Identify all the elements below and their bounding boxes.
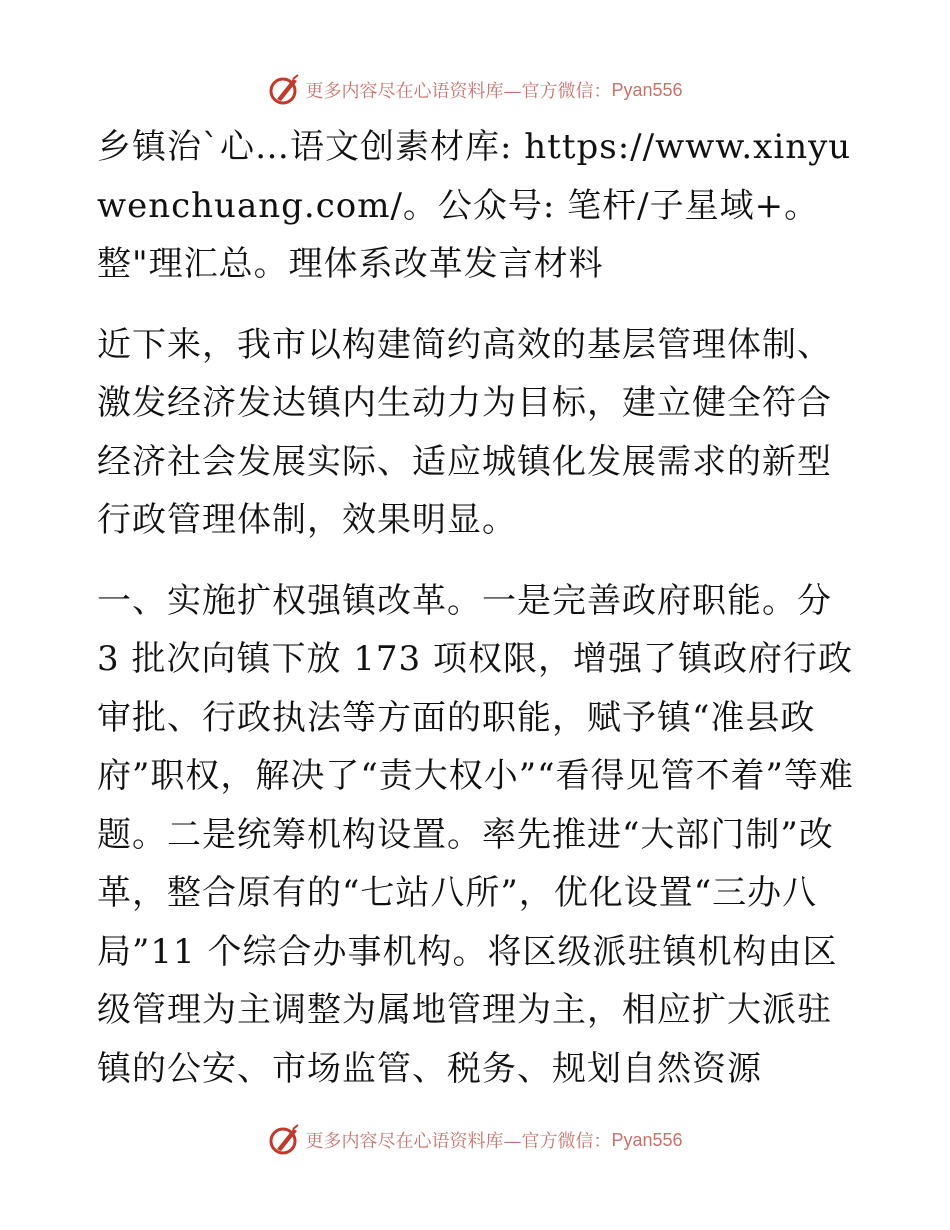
paragraph-title: 乡镇治`心…语文创素材库: https://www.xinyuwenchuang.com/。公众号: 笔杆/子星域+。整"理汇总。理体系改革发言材料	[97, 127, 852, 284]
header-banner-text: 更多内容尽在心语资料库—官方微信：	[305, 81, 612, 102]
footer-banner	[0, 1122, 950, 1158]
footer-wechat-id: Pyan556	[611, 1129, 683, 1150]
header-wechat-id: Pyan556	[611, 79, 683, 100]
document-body	[97, 118, 857, 1098]
footer-banner-text: 更多内容尽在心语资料库—官方微信：	[305, 1131, 612, 1152]
header-banner	[0, 72, 950, 108]
paragraph-intro: 近下来，我市以构建简约高效的基层管理体制、激发经济发达镇内生动力为目标，建立健全符合经济社会发展实际、适应城镇化发展需求的新型行政管理体制，效果明显。	[97, 324, 832, 540]
paragraph-section-one: 一、实施扩权强镇改革。一是完善政府职能。分 3 批次向镇下放 173 项权限，增强了镇政府行政审批、行政执法等方面的职能，赋予镇“准县政府”职权，解决了“责大权小”“看得见管不着”等难题。二是统筹机构设置。率先推进“大部门制”改革，整合原有的“七站八所”，优化设置“三办八局”11 个综合办事机构。将区级派驻镇机构由区级管理为主调整为属地管理为主，相应扩大派驻镇的公安、市场监管、税务、规划自然资源	[97, 580, 854, 1089]
quill-logo-icon	[267, 73, 301, 107]
quill-logo-icon	[267, 1123, 301, 1157]
